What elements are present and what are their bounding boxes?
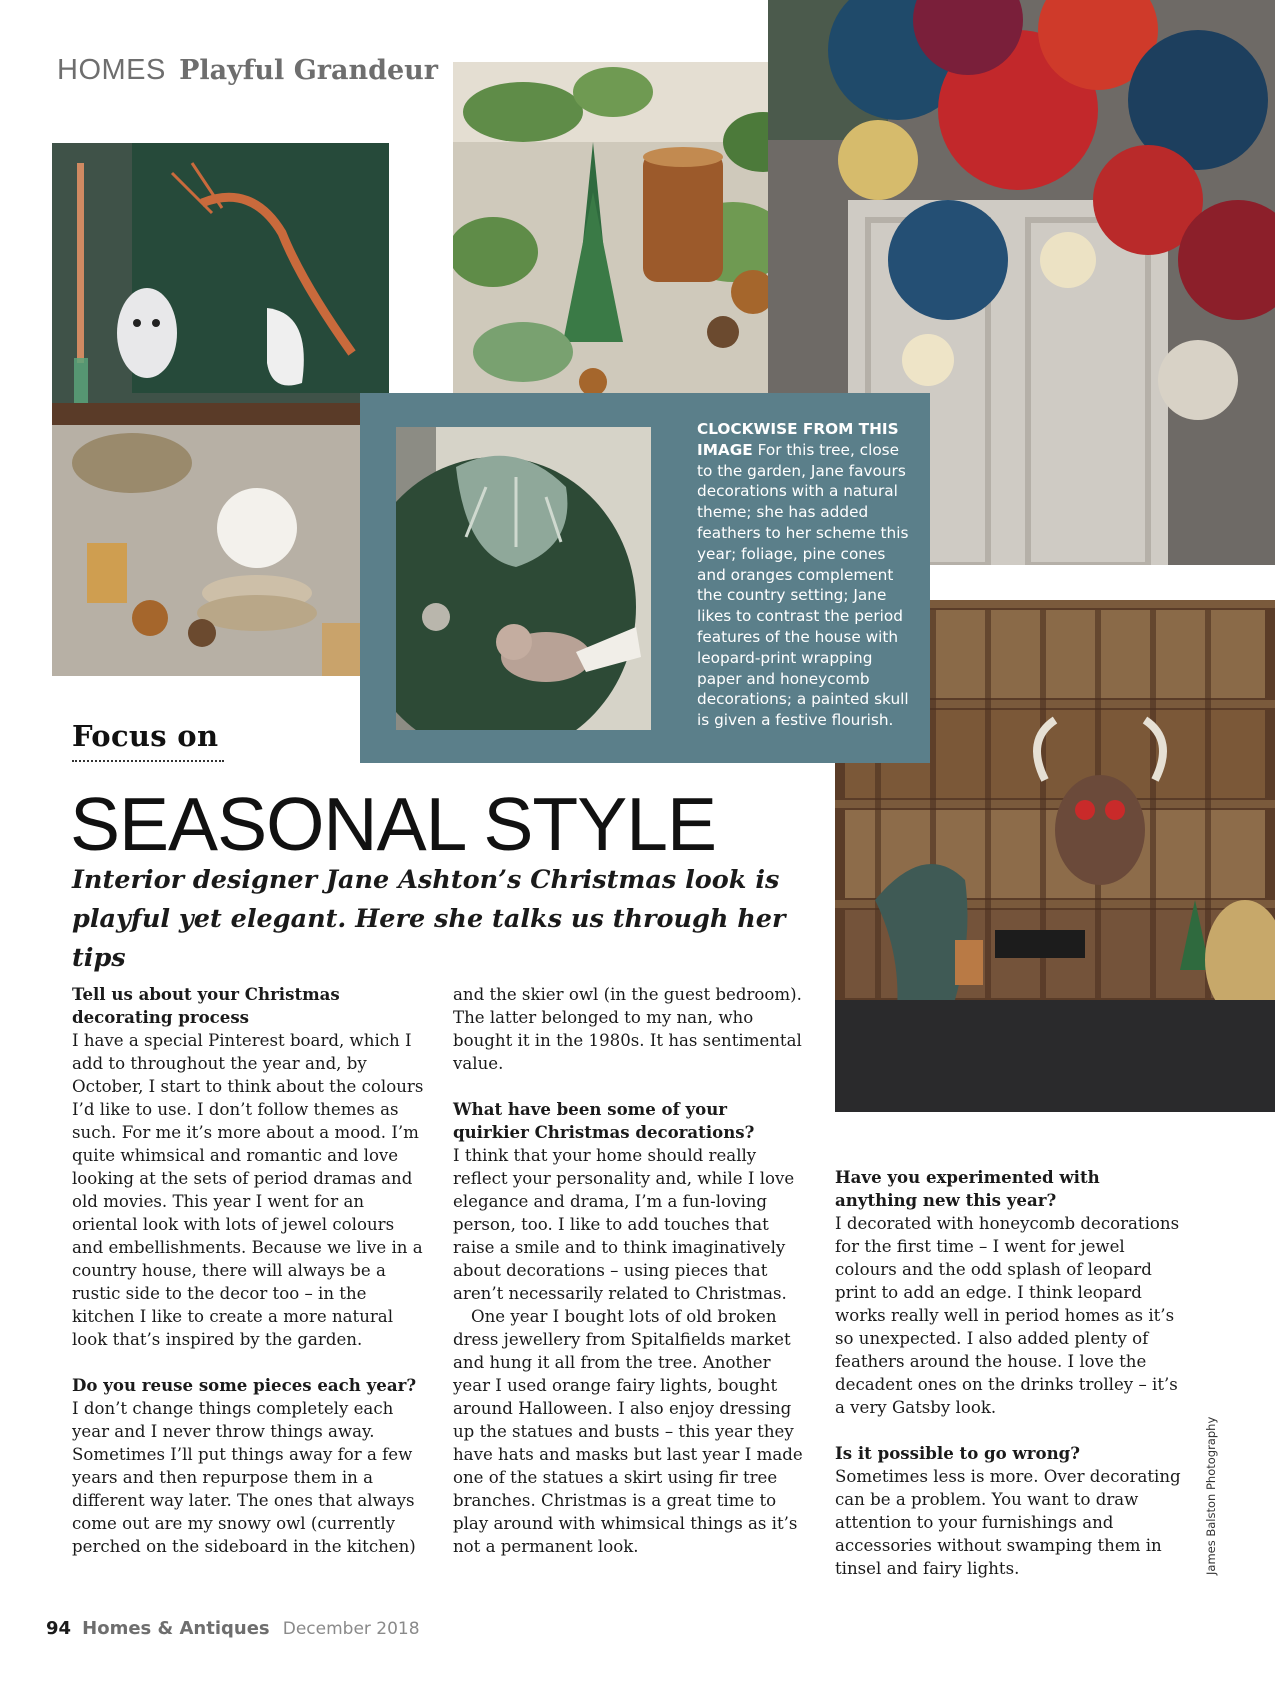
caption-lead: CLOCKWISE FROM THIS IMAGE	[697, 420, 899, 459]
tree-candle-table-photo	[453, 62, 800, 393]
question-heading: Do you reuse some pieces each year?	[72, 1375, 417, 1395]
kicker: Focus on	[72, 719, 219, 753]
question-heading: What have been some of your quirkier Christmas decorations?	[453, 1099, 755, 1142]
answer-paragraph: I have a special Pinterest board, which I add to throughout the year and, by October, I start to think about the colours I’d like to use. I don’t follow themes as such. For me it’s more about a mood. I’m quite whimsical and romantic and love looking at the sets of period dramas and old movies. This year I went for an oriental look with lots of jewel colours and embellishments. Because we live in a country house, there will always be a rustic side to the decor too – in the kitchen I like to create a more natural look that’s inspired by the garden.	[72, 1031, 424, 1349]
article-column-3	[835, 1166, 1187, 1580]
standfirst: Interior designer Jane Ashton’s Christmas look is playful yet elegant. Here she talks us through her tips	[72, 865, 786, 973]
caption-body: For this tree, close to the garden, Jane favours decorations with a natural theme; she has added feathers to her scheme this year; foliage, pine cones and oranges complement the country setting; Jane likes to contrast the period features of the house with leopard-print wrapping paper and honeycomb decorations; a painted skull is given a festive flourish.	[697, 440, 909, 730]
caption-panel	[360, 393, 930, 763]
answer-paragraph: Sometimes less is more. Over decorating can be a problem. You want to draw attention to your furnishings and accessories without swamping them in tinsel and fairy lights.	[835, 1467, 1181, 1578]
answer-paragraph: and the skier owl (in the guest bedroom). The latter belonged to my nan, who bought it in the 1980s. It has sentimental value.	[453, 985, 802, 1073]
sideboard-owl-photo	[52, 143, 389, 676]
section-title: Playful Grandeur	[179, 55, 439, 86]
answer-paragraph: One year I bought lots of old broken dress jewellery from Spitalfields market and hung it all from the tree. Another year I used orange fairy lights, bought around Halloween. I also enjoy dressing up the statues and busts – this year they have hats and masks but last year I made one of the statues a skirt using fir tree branches. Christmas is a great time to play around with whimsical things as it’s not a permanent look.	[453, 1307, 803, 1556]
answer-paragraph: I decorated with honeycomb decorations for the first time – I went for jewel colours and the odd splash of leopard print to add an edge. I think leopard works really well in period homes as it’s so unexpected. I also added plenty of feathers around the house. I love the decadent ones on the drinks trolley – it’s a very Gatsby look.	[835, 1214, 1180, 1417]
article-column-1	[72, 983, 424, 1558]
headline: SEASONAL STYLE	[70, 782, 716, 866]
question-heading: Have you experimented with anything new this year?	[835, 1167, 1100, 1210]
kicker-divider	[72, 760, 224, 762]
answer-paragraph: I think that your home should really reflect your personality and, while I love elegance and drama, I’m a fun-loving person, too. I like to add touches that raise a smile and to think imaginatively about decorations – using pieces that aren’t necessarily related to Christmas.	[453, 1146, 795, 1303]
issue-date: December 2018	[282, 1619, 420, 1639]
answer-paragraph: I don’t change things completely each year and I never throw things away. Sometimes I’ll put things away for a few years and then repurpose them in a different way later. The ones that always come out are my snowy owl (currently perched on the sideboard in the kitchen)	[72, 1399, 416, 1556]
page-footer	[46, 1618, 420, 1639]
question-heading: Tell us about your Christmas decorating process	[72, 984, 340, 1027]
section-header	[57, 52, 438, 87]
question-heading: Is it possible to go wrong?	[835, 1443, 1080, 1463]
magazine-name: Homes & Antiques	[82, 1618, 270, 1639]
photo-credit: James Balston Photography	[1204, 1416, 1218, 1575]
feather-tree-photo	[396, 427, 651, 730]
photo-caption	[697, 419, 909, 731]
article-column-2	[453, 983, 805, 1558]
section-category: HOMES	[57, 54, 166, 86]
page-number: 94	[46, 1618, 72, 1639]
